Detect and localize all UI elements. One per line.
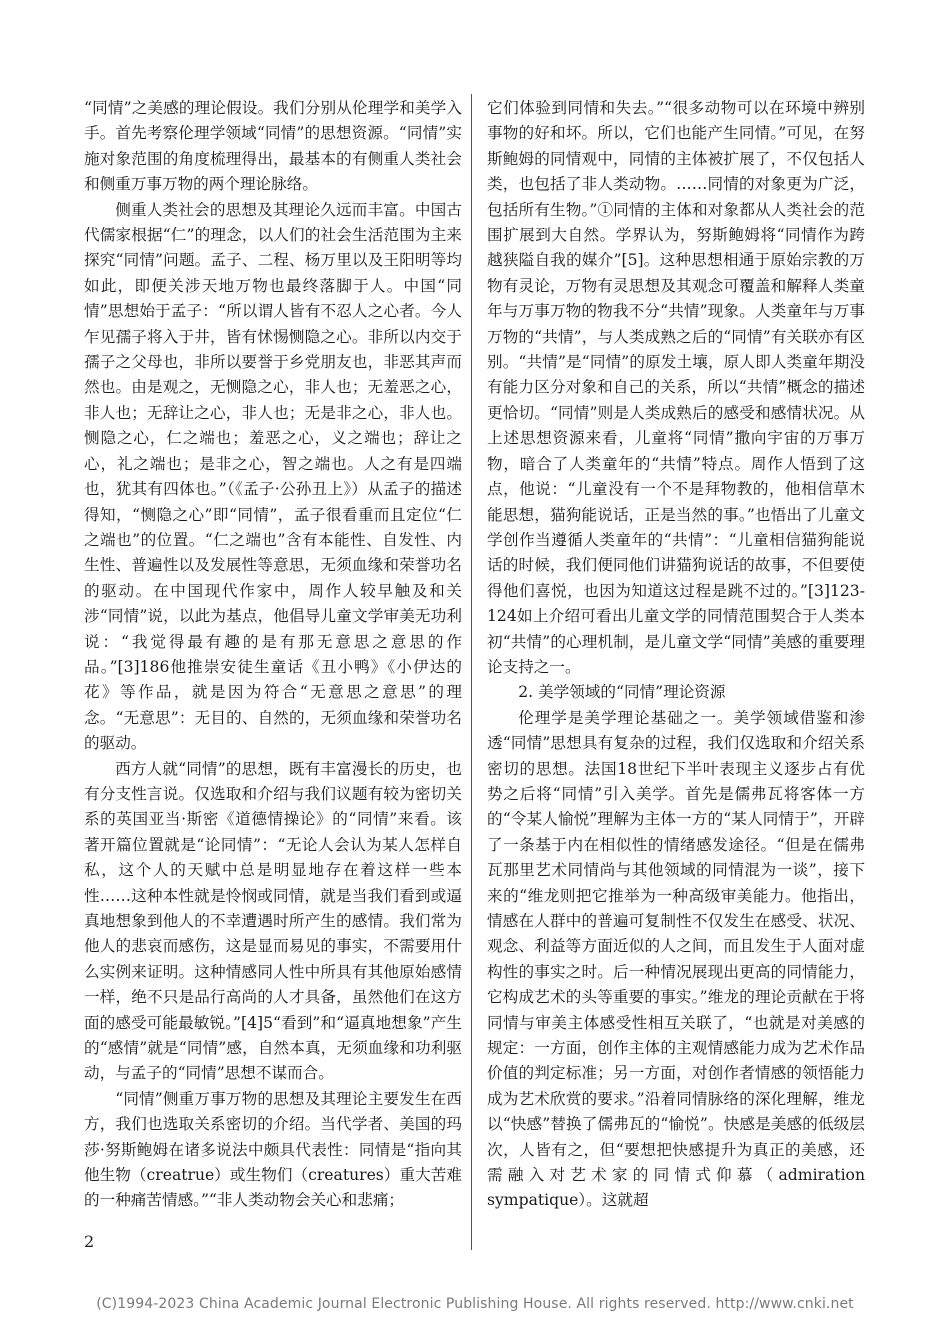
paragraph: 西方人就“同情”的思想，既有丰富漫长的历史，也有分支性言说。仅选取和介绍与我们议题有较为密切关系的英国亚当·斯密《道德情操论》的“同情”来看。该著开篇位置就是“论同情”：“无论人会认为某人怎样自私，这个人的天赋中总是明显地存在着这样一些本性……这种本性就是怜悯或同情，就是当我们看到或逼真地想象到他人的不幸遭遇时所产生的感情。我们常为他人的悲哀而感伤，这是显而易见的事实，不需要用什么实例来证明。这种情感同人性中所具有其他原始感情一样，绝不只是品行高尚的人才具备，虽然他们在这方面的感受可能最敏锐。”[4]5“看到”和“逼真地想象”产生的“感情”就是“同情”感，自然本真，无须血缘和功利驱动，与孟子的“同情”思想不谋而合。	[84, 759, 462, 1083]
paragraph: 伦理学是美学理论基础之一。美学领域借鉴和渗透“同情”思想具有复杂的过程，我们仅选取和介绍关系密切的思想。法国18世纪下半叶表现主义逐步占有优势之后将“同情”引入美学。首先是儒弗瓦将客体一方的“令某人愉悦”理解为主体一方的“某人同情于”，开辟了一条基于内在相似性的情绪感发途径。“但是在儒弗瓦那里艺术同情尚与其他领域的同情混为一谈”，接下来的“维龙则把它推举为一种高级审美能力。他指出，情感在人群中的普遍可复制性不仅发生在感受、状况、观念、利益等方面近似的人之间，而且发生于人面对虚构性的事实之时。后一种情况展现出更高的同情能力，它构成艺术的头等重要的事实。”维龙的理论贡献在于将同情与审美主体感受性相互关联了，“也就是对美感的规定：一方面，创作主体的主观情感能力成为艺术作品价值的判定标准；另一方面，对创作者情感的领悟能力成为艺术欣赏的要求。”沿着同情脉络的深化理解，维龙以“快感”替换了儒弗瓦的“愉悦”。快感是美感的低级层次，人皆有之，但“要想把快感提升为真正的美感，还需融入对艺术家的同情式仰慕（admiration sympatique）。这就超	[487, 708, 865, 1210]
page-number: 2	[84, 1232, 95, 1251]
copyright-footer: (C)1994-2023 China Academic Journal Electronic Publishing House. All rights reserved. http://www.cnki.net	[96, 1296, 854, 1312]
paragraph: “同情”侧重万事万物的思想及其理论主要发生在西方，我们也选取关系密切的介绍。当代学者、美国的玛莎·努斯鲍姆在诸多说法中颇具代表性：同情是“指向其他生物（creatrue）或生物们（creatures）重大苦难的一种痛苦情感。”“非人类动物会关心和悲痛；	[84, 1089, 462, 1210]
right-column	[487, 96, 865, 1214]
paragraph: 它们体验到同情和失去。”“很多动物可以在环境中辨别事物的好和坏。所以，它们也能产生同情。”可见，在努斯鲍姆的同情观中，同情的主体被扩展了，不仅包括人类，也包括了非人类动物。……同情的对象更为广泛，包括所有生物。”①同情的主体和对象都从人类社会的范围扩展到大自然。学界认为，努斯鲍姆将“同情作为跨越狭隘自我的媒介”[5]。这种思想相通于原始宗教的万物有灵论，万物有灵思想及其观念可覆盖和解释人类童年与万事万物的物我不分“共情”现象。人类童年与万事万物的“共情”，与人类成熟之后的“同情”有关联亦有区别。“共情”是“同情”的原发土壤，原人即人类童年期没有能力区分对象和自己的关系，所以“共情”概念的描述更恰切。“同情”则是人类成熟后的感受和感情状况。从上述思想资源来看，儿童将“同情”撒向宇宙的万事万物，暗合了人类童年的“共情”特点。周作人悟到了这点，他说：“儿童没有一个不是拜物教的，他相信草木能思想，猫狗能说话，正是当然的事。”也悟出了儿童文学创作当遵循人类童年的“共情”：“儿童相信猫狗能说话的时候，我们便同他们讲猫狗说话的故事，不但要使得他们喜悦，也因为知道这过程是跳不过的。”[3]123-124如上介绍可看出儿童文学的同情范围契合于人类本初“共情”的心理机制，是儿童文学“同情”美感的重要理论支持之一。	[487, 99, 865, 676]
section-heading: 2. 美学领域的“同情”理论资源	[518, 683, 726, 702]
column-divider	[471, 94, 472, 1250]
left-column	[84, 96, 462, 1214]
paragraph: “同情”之美感的理论假设。我们分别从伦理学和美学入手。首先考察伦理学领域“同情”的思想资源。“同情”实施对象范围的角度梳理得出，最基本的有侧重人类社会和侧重万事万物的两个理论脉络。	[84, 99, 462, 194]
paragraph: 侧重人类社会的思想及其理论久远而丰富。中国古代儒家根据“仁”的理念，以人们的社会生活范围为主来探究“同情”问题。孟子、二程、杨万里以及王阳明等均如此，即便关涉天地万物也最终落脚于人。中国“同情”思想始于孟子：“所以谓人皆有不忍人之心者。今人乍见孺子将入于井，皆有怵惕恻隐之心。非所以内交于孺子之父母也，非所以要誉于乡党朋友也，非恶其声而然也。由是观之，无恻隐之心，非人也；无羞恶之心，非人也；无辞让之心，非人也；无是非之心，非人也。恻隐之心，仁之端也；羞恶之心，义之端也；辞让之心，礼之端也；是非之心，智之端也。人之有是四端也，犹其有四体也。”（《孟子·公孙丑上》）从孟子的描述得知，“恻隐之心”即“同情”，孟子很看重而且定位“仁之端也”的位置。“仁之端也”含有本能性、自发性、内生性、普遍性以及发展性等意思，无须血缘和荣誉功名的驱动。在中国现代作家中，周作人较早触及和关涉“同情”说，以此为基点，他倡导儿童文学审美无功利说：“我觉得最有趣的是有那无意思之意思的作品。”[3]186他推崇安徒生童话《丑小鸭》《小伊达的花》等作品，就是因为符合“无意思之意思”的理念。“无意思”：无目的、自然的，无须血缘和荣誉功名的驱动。	[84, 200, 462, 753]
